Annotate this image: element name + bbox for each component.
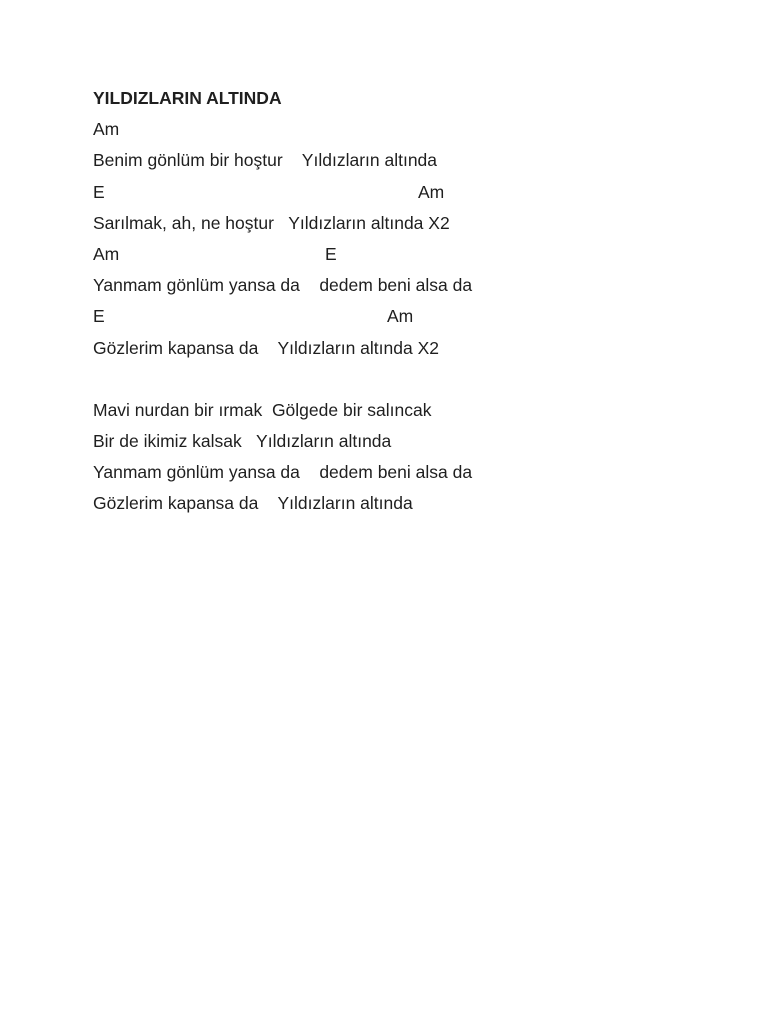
lyric-line: Gözlerim kapansa da Yıldızların altında	[93, 493, 413, 514]
lyric-line: Yanmam gönlüm yansa da dedem beni alsa da	[93, 275, 473, 296]
verse-break	[93, 367, 693, 398]
chord: Am	[93, 119, 120, 140]
chord: E	[325, 243, 337, 264]
chord-line	[93, 117, 693, 148]
chord-line	[93, 304, 693, 335]
song-sheet	[93, 86, 693, 523]
lyric-line: Benim gönlüm bir hoştur Yıldızların altında	[93, 150, 438, 171]
chord: Am	[93, 243, 120, 264]
chord: Am	[418, 181, 445, 202]
song-title: YILDIZLARIN ALTINDA	[93, 88, 282, 108]
chord-line	[93, 242, 693, 273]
lyric-line: Yanmam gönlüm yansa da dedem beni alsa da	[93, 462, 473, 483]
lyric-line: Gözlerim kapansa da Yıldızların altında X2	[93, 337, 439, 358]
chord: E	[93, 181, 105, 202]
lyric-line: Sarılmak, ah, ne hoştur Yıldızların altında X2	[93, 212, 450, 233]
chord: Am	[387, 306, 414, 327]
chord: E	[93, 306, 105, 327]
chord-line	[93, 180, 693, 211]
lyric-line: Mavi nurdan bir ırmak Gölgede bir salıncak	[93, 399, 432, 420]
lyric-line: Bir de ikimiz kalsak Yıldızların altında	[93, 431, 392, 452]
